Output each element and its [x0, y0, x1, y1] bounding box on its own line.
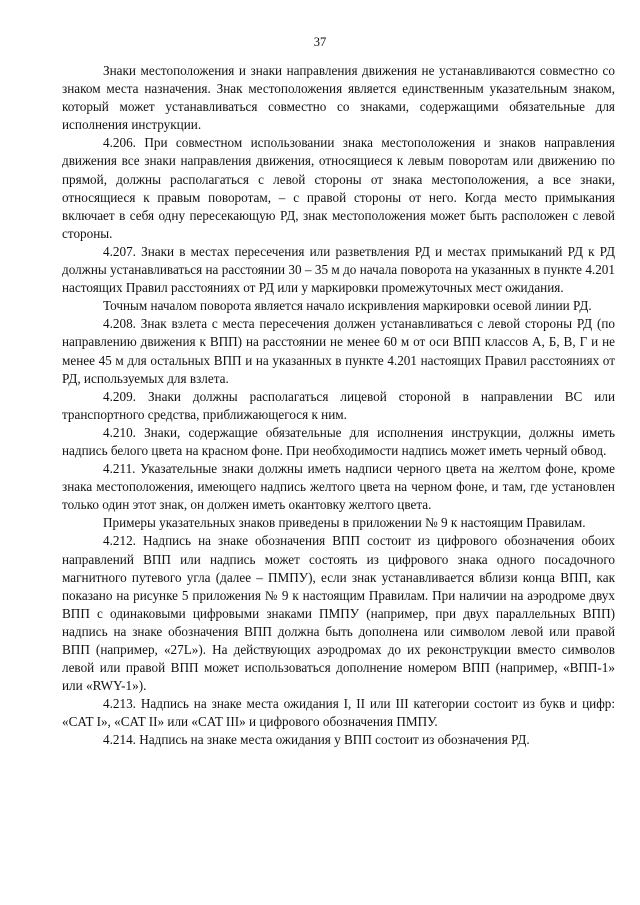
- paragraph-4-213: 4.213. Надпись на знаке места ожидания I, II или III категории состоит из букв и цифр: «CAT I», «CAT II» или «CAT III» и цифрового обозначения ПМПУ.: [62, 696, 615, 730]
- paragraph-4-208: 4.208. Знак взлета с места пересечения должен устанавливаться с левой стороны РД (по направлению движения к ВПП) на расстоянии не менее 60 м от оси ВПП классов А, Б, В, Г и не менее 45 м для остальных ВПП и на указанных в пункте 4.201 настоящих Правил расстояниях от РД, используемых для взлета.: [62, 316, 615, 386]
- paragraph-4-210: 4.210. Знаки, содержащие обязательные для исполнения инструкции, должны иметь надпись белого цвета на красном фоне. При необходимости надпись может иметь черный обвод.: [62, 424, 615, 458]
- paragraph-4-209: 4.209. Знаки должны располагаться лицевой стороной в направлении ВС или транспортного средства, приближающегося к ним.: [62, 388, 615, 422]
- paragraph-4-214: 4.214. Надпись на знаке места ожидания у ВПП состоит из обозначения РД.: [103, 732, 530, 748]
- paragraph-turn-start: Точным началом поворота является начало искривления маркировки осевой линии РД.: [103, 298, 592, 314]
- paragraph-sign-combination: Знаки местоположения и знаки направления движения не устанавливаются совместно со знаком места назначения. Знак местоположения является единственным указательным знаком, который может устанавливаться совместно со знаками, содержащими обязательные для исполнения инструкции.: [62, 63, 615, 133]
- page-number: 37: [313, 35, 327, 49]
- paragraph-4-206: 4.206. При совместном использовании знака местоположения и знаков направления движения все знаки направления движения, относящиеся к левым поворотам или движению по прямой, должны располагаться с левой стороны от знака местоположения, а все знаки, относящиеся к правым поворотам, – с правой стороны от него. Когда место примыкания включает в себя одну пересекающую РД, знак местоположения может быть расположен с левой стороны.: [62, 135, 615, 241]
- document-body: [62, 62, 615, 750]
- paragraph-4-211: 4.211. Указательные знаки должны иметь надписи черного цвета на желтом фоне, кроме знака местоположения, имеющего надпись желтого цвета на черном фоне, и там, где установлен только один этот знак, он должен иметь окантовку желтого цвета.: [62, 461, 615, 513]
- paragraph-4-207: 4.207. Знаки в местах пересечения или разветвления РД и местах примыканий РД к РД должны устанавливаться на расстоянии 30 – 35 м до начала поворота на указанных в пункте 4.201 настоящих Правил расстояниях от РД или у маркировки промежуточных мест ожидания.: [62, 243, 615, 296]
- paragraph-4-212: 4.212. Надпись на знаке обозначения ВПП состоит из цифрового обозначения обоих направлений ВПП или надпись может состоять из цифрового знака одного посадочного магнитного путевого угла (далее – ПМПУ), если знак устанавливается вблизи конца ВПП, как показано на рисунке 5 приложения № 9 к настоящим Правилам. При наличии на аэродроме двух ВПП с одинаковыми цифровыми знаками ПМПУ (например, при двух параллельных ВПП) надпись на знаке обозначения ВПП должна быть дополнена или символом левой или правой ВПП (например, «27L»). На действующих аэродромах до их реконструкции вместо символов левой или правой ВПП может использоваться дополнение номером ВПП (например, «ВПП-1» или «RWY-1»).: [62, 533, 615, 694]
- paragraph-sign-examples: Примеры указательных знаков приведены в приложении № 9 к настоящим Правилам.: [103, 515, 586, 531]
